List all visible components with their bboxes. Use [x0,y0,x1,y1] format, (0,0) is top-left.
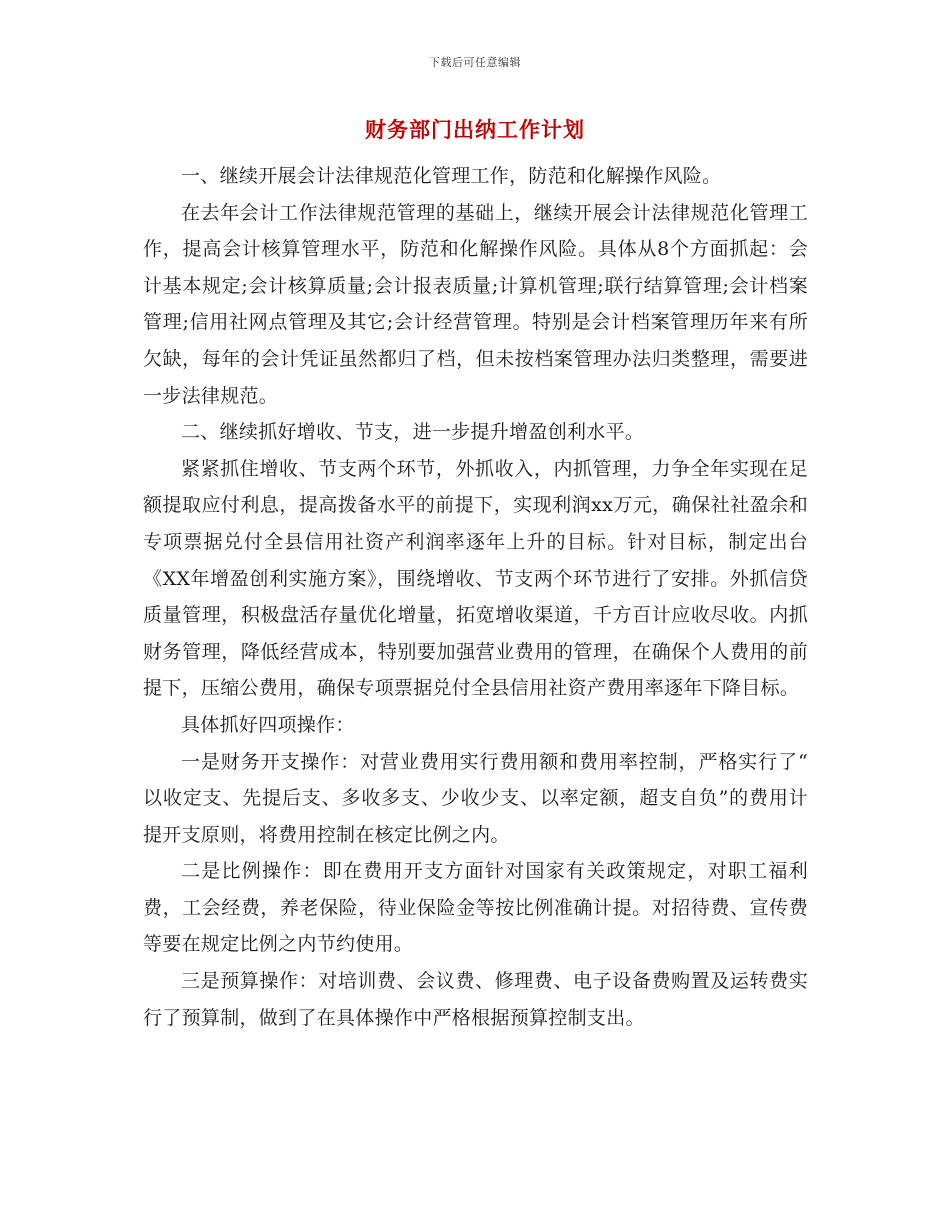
header-note: 下载后可任意编辑 [429,56,521,69]
section-heading-1: 一、继续开展会计法律规范化管理工作，防范和化解操作风险。 [181,165,722,187]
page-title: 财务部门出纳工作计划 [365,118,585,142]
document-body [143,158,808,1036]
section-heading-2: 二、继续抓好增收、节支，进一步提升增盈创利水平。 [181,421,645,444]
paragraph: 一是财务开支操作：对营业费用实行费用额和费用率控制，严格实行了“ 以收定支、先提后支、多收多支、少收少支、以率定额，超支自负”的费用计提开支原则，将费用控制在核定比例之内。 [143,750,808,846]
paragraph: 紧紧抓住增收、节支两个环节，外抓收入，内抓管理，力争全年实现在足额提取应付利息，提高拨备水平的前提下，实现利润xx万元，确保社社盈余和专项票据兑付全县信用社资产利润率逐年上升的目标。针对目标，制定出台《XX年增盈创利实施方案》，围绕增收、节支两个环节进行了安排。外抓信贷质量管理，积极盘活存量优化增量，拓宽增收渠道，千方百计应收尽收。内抓财务管理，降低经营成本，特别要加强营业费用的管理，在确保个人费用的前提下，压缩公费用，确保专项票据兑付全县信用社资产费用率逐年下降目标。 [143,457,808,700]
paragraph: 三是预算操作：对培训费、会议费、修理费、电子设备费购置及运转费实行了预算制，做到了在具体操作中严格根据预算控制支出。 [143,970,808,1029]
paragraph: 在去年会计工作法律规范管理的基础上，继续开展会计法律规范化管理工作，提高会计核算管理水平，防范和化解操作风险。具体从8个方面抓起：会计基本规定;会计核算质量;会计报表质量;计算机管理;联行结算管理;会计档案管理;信用社网点管理及其它;会计经营管理。特别是会计档案管理历年来有所欠缺，每年的会计凭证虽然都归了档，但未按档案管理办法归类整理，需要进一步法律规范。 [143,201,808,407]
paragraph: 具体抓好四项操作： [181,713,355,736]
paragraph: 二是比例操作：即在费用开支方面针对国家有关政策规定，对职工福利费，工会经费，养老保险，待业保险金等按比例准确计提。对招待费、宣传费等要在规定比例之内节约使用。 [143,860,808,956]
